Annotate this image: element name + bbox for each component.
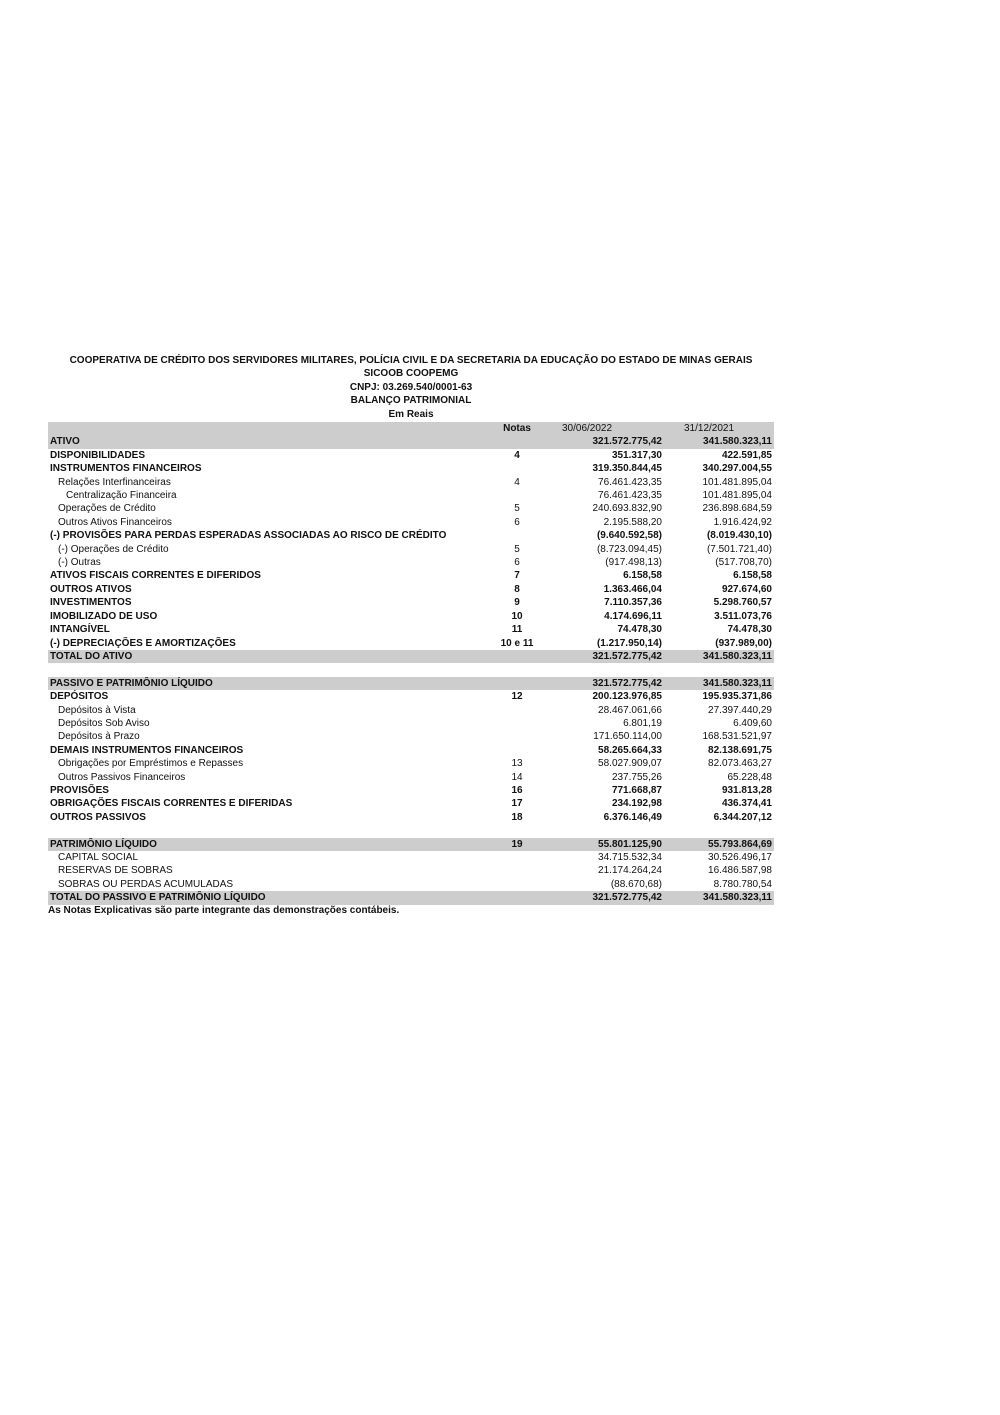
row-value-period1: 4.174.696,11 <box>604 610 662 622</box>
row-nota <box>492 851 542 864</box>
row-nota: 10 <box>511 610 523 622</box>
row-label: Depósitos à Vista <box>58 704 136 716</box>
row-nota: 8 <box>514 583 520 595</box>
row-value-period2: 341.580.323,11 <box>664 891 774 904</box>
row-value-period1: 240.693.832,90 <box>592 503 662 515</box>
row-value-period1: 6.158,58 <box>623 570 662 582</box>
row-value-period2: 6.344.207,12 <box>713 811 772 823</box>
row-value-period2: 82.138.691,75 <box>708 744 772 756</box>
table-row <box>48 543 774 556</box>
row-label: CAPITAL SOCIAL <box>58 851 139 863</box>
row-label: PROVISÕES <box>50 784 109 796</box>
row-value-period2: 65.228,48 <box>727 771 772 783</box>
row-value-period2: 101.481.895,04 <box>702 490 772 502</box>
row-value-period1: 6.376.146,49 <box>603 811 662 823</box>
row-value-period2: 30.526.496,17 <box>708 851 772 863</box>
row-value-period1: 319.350.844,45 <box>592 463 662 475</box>
row-label: Operações de Crédito <box>58 503 156 515</box>
row-value-period1: 21.174.264,24 <box>598 865 662 877</box>
table-row <box>48 476 774 489</box>
table-row <box>48 596 774 609</box>
row-value-period2: (517.708,70) <box>715 557 772 569</box>
table-row <box>48 717 774 730</box>
row-nota: 19 <box>492 838 542 851</box>
row-label: DEPÓSITOS <box>50 691 109 703</box>
row-label: Outros Passivos Financeiros <box>58 771 186 783</box>
row-nota <box>492 744 542 757</box>
row-value-period1: 321.572.775,42 <box>542 435 664 448</box>
row-nota <box>492 529 542 542</box>
row-nota: 5 <box>514 543 520 555</box>
row-nota: 14 <box>511 771 523 783</box>
row-value-period2: 927.674,60 <box>721 583 772 595</box>
row-value-period2: 931.813,28 <box>721 784 772 796</box>
row-value-period2: 82.073.463,27 <box>708 758 772 770</box>
row-value-period2: 341.580.323,11 <box>664 677 774 690</box>
row-value-period1: 74.478,30 <box>617 624 662 636</box>
row-nota <box>492 730 542 743</box>
row-value-period1: 1.363.466,04 <box>603 583 662 595</box>
table-row <box>48 462 774 475</box>
row-label: OUTROS PASSIVOS <box>50 811 146 823</box>
section-header-row <box>48 838 774 851</box>
row-label: PASSIVO E PATRIMÔNIO LÍQUIDO <box>48 677 492 690</box>
row-nota: 12 <box>511 691 523 703</box>
row-label: (-) Outras <box>58 557 101 569</box>
row-value-period1: 200.123.976,85 <box>592 691 662 703</box>
row-value-period2: (8.019.430,10) <box>706 530 772 542</box>
row-value-period2: 195.935.371,86 <box>702 691 772 703</box>
row-label: TOTAL DO ATIVO <box>48 650 492 663</box>
row-value-period1: 7.110.357,36 <box>604 597 662 609</box>
row-value-period2: 422.591,85 <box>721 449 772 461</box>
table-row <box>48 864 774 877</box>
row-label: Relações Interfinanceiras <box>58 476 171 488</box>
row-label: (-) DEPRECIAÇÕES E AMORTIZAÇÕES <box>50 637 236 649</box>
row-label: OUTROS ATIVOS <box>50 583 132 595</box>
footnote: As Notas Explicativas são parte integrante das demonstrações contábeis. <box>48 905 400 916</box>
row-value-period1: 351.317,30 <box>611 449 662 461</box>
row-value-period2: 341.580.323,11 <box>664 650 774 663</box>
row-value-period2: (937.989,00) <box>715 637 772 649</box>
row-nota: 13 <box>511 758 523 770</box>
balance-sheet-table <box>48 422 774 905</box>
row-label: Centralização Financeira <box>66 490 177 502</box>
document-header <box>48 354 774 421</box>
row-nota: 4 <box>514 449 520 461</box>
table-row <box>48 771 774 784</box>
row-nota <box>492 435 542 448</box>
row-value-period2: 16.486.587,98 <box>708 865 772 877</box>
row-value-period2: 27.397.440,29 <box>708 704 772 716</box>
row-value-period2: 101.481.895,04 <box>702 476 772 488</box>
row-value-period2: 6.409,60 <box>733 717 772 729</box>
row-nota: 10 e 11 <box>500 637 534 649</box>
total-row <box>48 891 774 904</box>
table-row <box>48 435 774 448</box>
table-row <box>48 797 774 810</box>
row-nota: 6 <box>514 557 520 569</box>
row-value-period1: 28.467.061,66 <box>598 704 662 716</box>
row-nota: 6 <box>514 516 520 528</box>
table-row <box>48 569 774 582</box>
row-value-period1: 76.461.423,35 <box>598 490 662 502</box>
row-value-period2: 236.898.684,59 <box>702 503 772 515</box>
row-value-period1: 321.572.775,42 <box>542 677 664 690</box>
row-value-period2: 5.298.760,57 <box>713 597 772 609</box>
label-column-header <box>48 422 492 435</box>
row-value-period2: 1.916.424,92 <box>713 516 772 528</box>
spacer-row <box>48 663 774 676</box>
row-label: IMOBILIZADO DE USO <box>50 610 158 622</box>
row-label: Depósitos à Prazo <box>58 731 140 743</box>
row-nota: 9 <box>514 597 520 609</box>
row-label: SOBRAS OU PERDAS ACUMULADAS <box>58 878 234 890</box>
table-row <box>48 623 774 636</box>
row-label: Depósitos Sob Aviso <box>58 717 150 729</box>
row-nota: 18 <box>511 811 523 823</box>
table-row <box>48 851 774 864</box>
row-nota: 5 <box>514 503 520 515</box>
row-value-period1: 771.668,87 <box>611 784 662 796</box>
row-value-period1: (9.640.592,58) <box>596 530 662 542</box>
table-row <box>48 744 774 757</box>
row-label: ATIVOS FISCAIS CORRENTES E DIFERIDOS <box>50 570 261 582</box>
table-row <box>48 610 774 623</box>
row-nota: 17 <box>511 798 523 810</box>
table-row <box>48 730 774 743</box>
table-row <box>48 878 774 891</box>
row-label: TOTAL DO PASSIVO E PATRIMÔNIO LÍQUIDO <box>48 891 492 904</box>
row-value-period1: (8.723.094,45) <box>596 543 662 555</box>
table-row <box>48 583 774 596</box>
row-nota <box>492 717 542 730</box>
row-value-period2: 55.793.864,69 <box>664 838 774 851</box>
row-value-period1: 6.801,19 <box>623 717 662 729</box>
table-row <box>48 556 774 569</box>
row-label: (-) PROVISÕES PARA PERDAS ESPERADAS ASSOCIADAS AO RISCO DE CRÉDITO <box>50 530 447 542</box>
row-label: ATIVO <box>48 435 492 448</box>
row-value-period1: 321.572.775,42 <box>542 650 664 663</box>
row-label: (-) Operações de Crédito <box>58 543 169 555</box>
table-row <box>48 529 774 542</box>
row-nota <box>492 462 542 475</box>
table-row <box>48 449 774 462</box>
row-nota <box>492 704 542 717</box>
row-value-period1: 2.195.588,20 <box>603 516 662 528</box>
row-nota <box>492 650 542 663</box>
cnpj: CNPJ: 03.269.540/0001-63 <box>349 381 473 393</box>
period1-column-header: 30/06/2022 <box>542 422 664 435</box>
table-row <box>48 811 774 824</box>
row-label: RESERVAS DE SOBRAS <box>58 865 173 877</box>
row-label: OBRIGAÇÕES FISCAIS CORRENTES E DIFERIDAS <box>50 798 293 810</box>
row-label: INTANGÍVEL <box>50 624 110 636</box>
table-row <box>48 757 774 770</box>
row-label: DISPONIBILIDADES <box>50 449 146 461</box>
row-value-period2: 3.511.073,76 <box>714 610 772 622</box>
notas-column-header: Notas <box>492 422 542 435</box>
row-value-period2: 340.297.004,55 <box>702 463 772 475</box>
row-value-period2: 74.478,30 <box>727 624 772 636</box>
row-value-period2: 341.580.323,11 <box>664 435 774 448</box>
table-row <box>48 637 774 650</box>
institution-name: COOPERATIVA DE CRÉDITO DOS SERVIDORES MILITARES, POLÍCIA CIVIL E DA SECRETARIA DA EDUCAÇÃO DO ESTADO DE MINAS GERAIS <box>69 355 753 366</box>
row-label: INVESTIMENTOS <box>50 597 132 609</box>
currency-note: Em Reais <box>388 408 434 420</box>
row-value-period2: 436.374,41 <box>721 798 772 810</box>
row-value-period1: 234.192,98 <box>611 798 662 810</box>
row-label: INSTRUMENTOS FINANCEIROS <box>50 463 202 475</box>
row-nota: 4 <box>514 476 520 488</box>
row-value-period1: (88.670,68) <box>610 878 662 890</box>
table-row <box>48 502 774 515</box>
row-label: DEMAIS INSTRUMENTOS FINANCEIROS <box>50 744 244 756</box>
row-nota <box>492 864 542 877</box>
period2-column-header: 31/12/2021 <box>664 422 774 435</box>
statement-title: BALANÇO PATRIMONIAL <box>350 395 472 407</box>
row-label: Outros Ativos Financeiros <box>58 516 172 528</box>
table-row <box>48 516 774 529</box>
row-nota <box>492 489 542 502</box>
row-value-period2: 8.780.780,54 <box>713 878 772 890</box>
spacer-row <box>48 824 774 837</box>
row-value-period1: 321.572.775,42 <box>542 891 664 904</box>
row-value-period2: (7.501.721,40) <box>706 543 772 555</box>
institution-short-name: SICOOB COOPEMG <box>363 368 459 380</box>
table-row <box>48 690 774 703</box>
table-row <box>48 704 774 717</box>
row-value-period2: 6.158,58 <box>733 570 772 582</box>
table-row <box>48 784 774 797</box>
row-label: PATRIMÔNIO LÍQUIDO <box>48 838 492 851</box>
row-nota: 7 <box>514 570 520 582</box>
row-value-period2: 168.531.521,97 <box>702 731 772 743</box>
row-nota <box>492 891 542 904</box>
row-nota <box>492 677 542 690</box>
row-label: Obrigações por Empréstimos e Repasses <box>58 758 244 770</box>
table-row <box>48 489 774 502</box>
row-nota <box>492 878 542 891</box>
row-nota: 11 <box>511 624 523 636</box>
row-value-period1: 58.027.909,07 <box>598 758 662 770</box>
row-value-period1: (917.498,13) <box>605 557 662 569</box>
section-header-row <box>48 677 774 690</box>
row-value-period1: 237.755,26 <box>611 771 662 783</box>
row-value-period1: 171.650.114,00 <box>593 731 662 743</box>
row-nota: 16 <box>511 784 523 796</box>
row-value-period1: (1.217.950,14) <box>596 637 662 649</box>
row-value-period1: 76.461.423,35 <box>598 476 662 488</box>
row-value-period1: 34.715.532,34 <box>598 851 662 863</box>
column-header-row <box>48 422 774 435</box>
row-value-period1: 55.801.125,90 <box>542 838 664 851</box>
total-row <box>48 650 774 663</box>
row-value-period1: 58.265.664,33 <box>598 744 662 756</box>
